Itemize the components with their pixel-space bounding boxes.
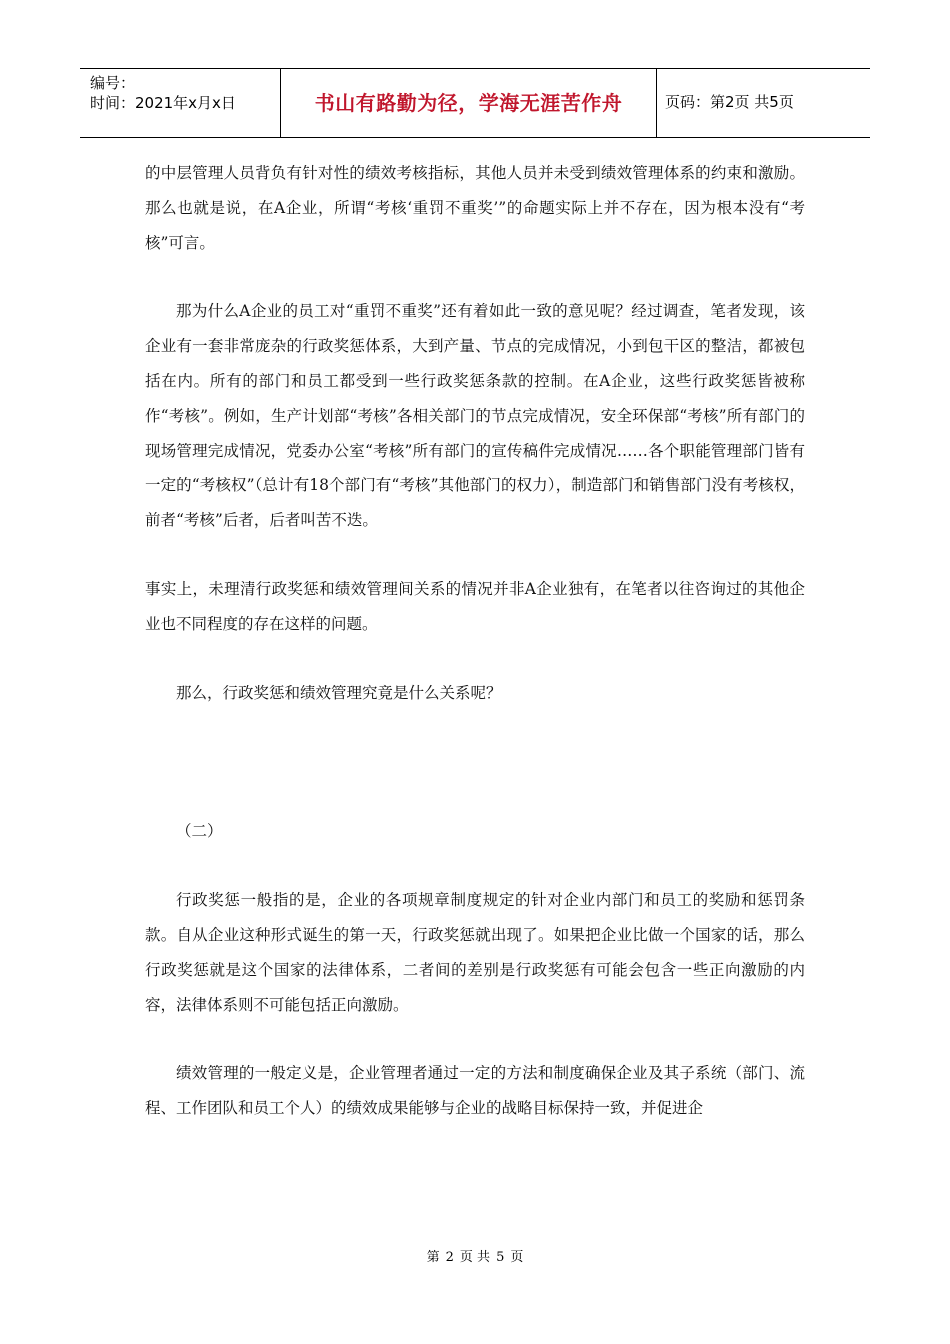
document-time-label: 时间：2021年x月x日 xyxy=(90,94,236,112)
footer-suffix: 页 xyxy=(510,1250,524,1265)
footer-mid: 页 共 xyxy=(459,1250,491,1265)
footer-prefix: 第 xyxy=(426,1250,440,1265)
body-paragraph: 事实上，未理清行政奖惩和绩效管理间关系的情况并非A企业独有，在笔者以往咨询过的其他企业也不同程度的存在这样的问题。 xyxy=(145,579,805,633)
header-motto: 书山有路勤为径，学海无涯苦作舟 xyxy=(314,91,623,115)
body-paragraph: 那么，行政奖惩和绩效管理究竟是什么关系呢？ xyxy=(176,683,502,702)
paragraph-spacer xyxy=(145,1022,805,1056)
body-paragraph: 那为什么A企业的员工对“重罚不重奖”还有着如此一致的意见呢？经过调查，笔者发现，该企业有一套非常庞杂的行政奖惩体系，大到产量、节点的完成情况，小到包干区的整洁，都被包括在内。所有的部门和员工都受到一些行政奖惩条款的控制。在A企业，这些行政奖惩皆被称作“考核”。例如，生产计划部“考核”各相关部门的节点完成情况，安全环保部“考核”所有部门的现场管理完成情况，党委办公室“考核”所有部门的宣传稿件完成情况……各个职能管理部门皆有一定的“考核权”（总计有18个部门有“考核”其他部门的权力），制造部门和销售部门没有考核权，前者“考核”后者，后者叫苦不迭。 xyxy=(145,302,805,530)
header-motto-cell xyxy=(281,69,657,137)
footer-total-pages: 5 xyxy=(496,1250,505,1265)
header-meta-cell xyxy=(80,69,281,137)
document-body xyxy=(145,156,805,1126)
document-header xyxy=(80,68,870,138)
section-heading: （二） xyxy=(176,822,223,841)
paragraph-spacer xyxy=(145,538,805,572)
paragraph-spacer xyxy=(145,642,805,676)
header-page-cell xyxy=(657,69,870,137)
header-page-info: 页码：第2页 共5页 xyxy=(665,93,794,111)
body-paragraph: 绩效管理的一般定义是，企业管理者通过一定的方法和制度确保企业及其子系统（部门、流程、工作团队和员工个人）的绩效成果能够与企业的战略目标保持一致，并促进企 xyxy=(145,1064,805,1118)
paragraph-spacer xyxy=(145,260,805,294)
page-footer xyxy=(0,1246,950,1265)
document-number-label: 编号： xyxy=(90,74,136,92)
body-paragraph: 的中层管理人员背负有针对性的绩效考核指标，其他人员并未受到绩效管理体系的约束和激励。那么也就是说，在A企业，所谓“考核‘重罚不重奖’”的命题实际上并不存在，因为根本没有“考核”可言。 xyxy=(145,164,805,252)
paragraph-spacer xyxy=(145,849,805,883)
footer-page-number: 2 xyxy=(445,1250,454,1265)
paragraph-spacer xyxy=(145,710,805,814)
body-paragraph: 行政奖惩一般指的是，企业的各项规章制度规定的针对企业内部门和员工的奖励和惩罚条款。自从企业这种形式诞生的第一天，行政奖惩就出现了。如果把企业比做一个国家的话，那么行政奖惩就是这个国家的法律体系，二者间的差别是行政奖惩有可能会包含一些正向激励的内容，法律体系则不可能包括正向激励。 xyxy=(145,891,805,1014)
